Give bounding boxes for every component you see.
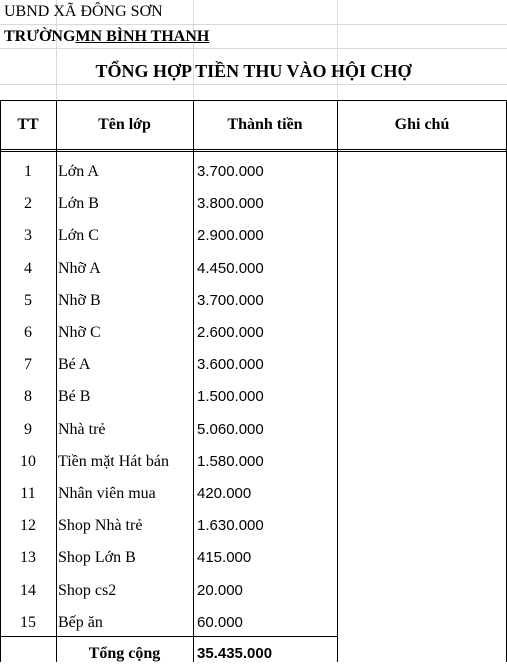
table-border xyxy=(56,100,57,662)
class-name: Shop Nhà trẻ xyxy=(58,517,143,535)
row-number: 2 xyxy=(24,195,32,213)
amount-value: 1.630.000 xyxy=(197,517,264,535)
class-name: Tiền mặt Hát bán xyxy=(58,452,169,470)
class-name: Nhà trẻ xyxy=(58,420,106,438)
table-row xyxy=(0,186,507,218)
amount-value: 3.700.000 xyxy=(197,291,264,309)
school-name xyxy=(4,27,209,47)
total-amount: 35.435.000 xyxy=(197,645,273,662)
gridline xyxy=(0,84,507,85)
table-row xyxy=(0,283,507,315)
gridline xyxy=(337,0,338,100)
table-border xyxy=(337,100,338,662)
row-number: 5 xyxy=(24,291,32,309)
column-header-class: Tên lớp xyxy=(98,116,151,133)
amount-value: 3.800.000 xyxy=(197,195,264,213)
table-row xyxy=(0,154,507,186)
column-header-tt: TT xyxy=(17,116,39,133)
class-name: Lớn A xyxy=(58,163,99,180)
amount-value: 2.600.000 xyxy=(197,324,264,341)
total-label: Tổng cộng xyxy=(88,645,161,662)
column-header-amount: Thành tiền xyxy=(227,116,303,133)
amount-value: 1.500.000 xyxy=(197,388,264,406)
table-row xyxy=(0,540,507,572)
amount-value: 4.450.000 xyxy=(197,259,264,277)
gridline xyxy=(0,48,507,49)
row-number: 4 xyxy=(24,259,32,277)
school-prefix: TRƯỜNG xyxy=(4,28,76,45)
row-number: 6 xyxy=(24,324,32,341)
table-row xyxy=(0,573,507,605)
table-border xyxy=(0,636,337,637)
class-name: Nhân viên mua xyxy=(58,485,156,502)
amount-value: 3.700.000 xyxy=(197,163,264,180)
row-number: 14 xyxy=(20,581,36,599)
organization-name: UBND XÃ ĐÔNG SƠN xyxy=(4,3,163,20)
row-number: 7 xyxy=(24,356,32,374)
table-row xyxy=(0,379,507,411)
table-border xyxy=(0,151,507,152)
amount-value: 420.000 xyxy=(197,485,252,502)
school-name-text: MN BÌNH THANH xyxy=(75,28,210,45)
class-name: Bé B xyxy=(58,388,91,406)
table-border xyxy=(0,149,507,150)
table-row xyxy=(0,315,507,347)
table-total-row xyxy=(0,637,507,667)
row-number: 10 xyxy=(20,452,36,470)
report-title: TỔNG HỢP TIỀN THU VÀO HỘI CHỢ xyxy=(95,61,412,81)
class-name: Lớn B xyxy=(58,195,99,213)
row-number: 8 xyxy=(24,388,32,406)
amount-value: 3.600.000 xyxy=(197,356,264,374)
table-row xyxy=(0,476,507,508)
amount-value: 1.580.000 xyxy=(197,452,264,470)
table-row xyxy=(0,218,507,250)
table-row xyxy=(0,347,507,379)
gridline xyxy=(0,24,507,25)
table-row xyxy=(0,412,507,444)
class-name: Nhỡ C xyxy=(58,324,101,341)
table-row xyxy=(0,605,507,637)
amount-value: 20.000 xyxy=(197,581,243,599)
row-number: 13 xyxy=(20,549,36,567)
amount-value: 415.000 xyxy=(197,549,252,567)
table-header-row xyxy=(0,100,507,150)
class-name: Shop Lớn B xyxy=(58,549,136,567)
class-name: Bếp ăn xyxy=(58,613,103,631)
table-row xyxy=(0,508,507,540)
class-name: Nhỡ A xyxy=(58,259,101,277)
gridline xyxy=(193,0,194,100)
column-header-note: Ghi chú xyxy=(394,116,450,133)
class-name: Bé A xyxy=(58,356,91,374)
class-name: Lớn C xyxy=(58,227,99,245)
row-number: 15 xyxy=(20,613,36,631)
row-number: 1 xyxy=(24,163,32,180)
row-number: 12 xyxy=(20,517,36,535)
class-name: Shop cs2 xyxy=(58,581,117,599)
amount-value: 2.900.000 xyxy=(197,227,264,245)
row-number: 3 xyxy=(24,227,32,245)
table-border xyxy=(0,100,1,662)
table-row xyxy=(0,444,507,476)
table-border xyxy=(193,100,194,662)
amount-value: 60.000 xyxy=(197,613,243,631)
table-row xyxy=(0,251,507,283)
amount-value: 5.060.000 xyxy=(197,420,264,438)
table-border xyxy=(0,100,507,101)
row-number: 11 xyxy=(20,485,36,502)
class-name: Nhỡ B xyxy=(58,291,101,309)
row-number: 9 xyxy=(24,420,32,438)
